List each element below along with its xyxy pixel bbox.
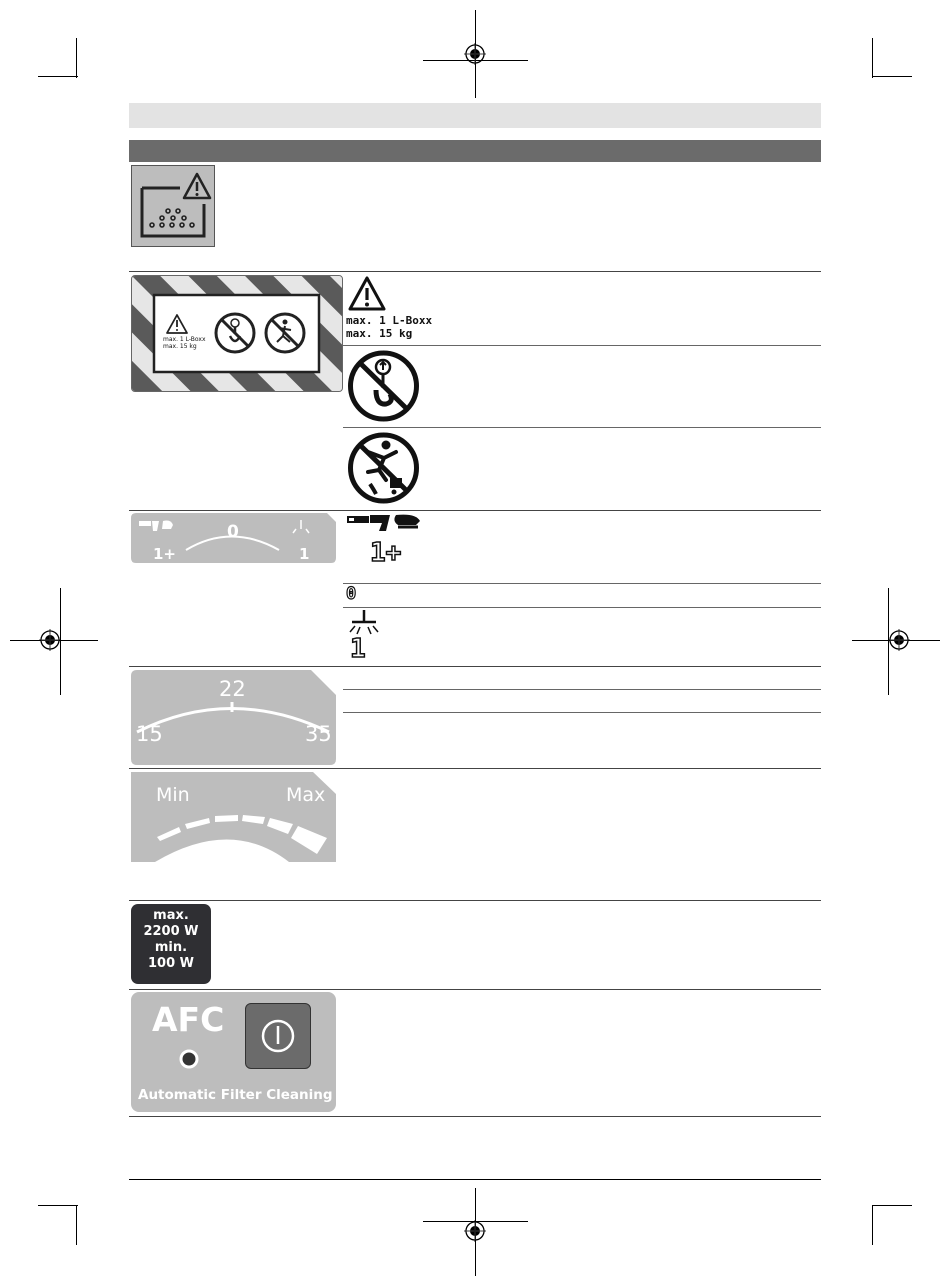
lboxx-small-line2: max. 15 kg xyxy=(163,343,197,350)
no-crane-lifting-icon xyxy=(346,350,421,422)
lboxx-large-line2: max. 15 kg xyxy=(346,327,413,340)
header-bar-light xyxy=(129,103,821,128)
mode-dial-center: 0 xyxy=(227,522,239,542)
header-bar-dark xyxy=(129,140,821,162)
power-badge-line3: min. xyxy=(154,940,188,955)
afc-title: AFC xyxy=(152,1000,225,1039)
mode-symbol-zero: 0 xyxy=(346,584,357,604)
registration-target-icon xyxy=(888,629,910,651)
suction-dial-min: Min xyxy=(156,784,190,806)
diameter-dial-center: 22 xyxy=(219,677,246,701)
afc-indicator-led-icon xyxy=(179,1049,199,1069)
power-tools-icon xyxy=(346,513,424,533)
power-badge-line1: max. xyxy=(153,908,189,923)
no-standing-icon xyxy=(346,432,421,504)
suction-dial-max: Max xyxy=(286,784,326,806)
lboxx-small-line1: max. 1 L-Boxx xyxy=(163,336,206,343)
diameter-dial-right: 35 xyxy=(305,722,332,746)
power-icon xyxy=(246,1004,310,1068)
diameter-dial-left: 15 xyxy=(136,722,163,746)
warning-triangle-icon xyxy=(347,275,387,313)
lboxx-warning-label xyxy=(131,275,343,392)
hose-diameter-dial xyxy=(131,670,336,765)
afc-caption: Automatic Filter Cleaning xyxy=(138,1087,333,1103)
afc-power-button[interactable] xyxy=(245,1003,311,1069)
registration-target-icon xyxy=(39,629,61,651)
registration-target-icon xyxy=(464,1220,486,1242)
power-badge-line4: 100 W xyxy=(147,956,194,971)
mode-dial-left: 1+ xyxy=(153,545,177,563)
registration-target-icon xyxy=(464,43,486,65)
power-badge-line2: 2200 W xyxy=(143,924,199,939)
power-rating-badge xyxy=(131,904,211,984)
afc-panel xyxy=(131,992,336,1112)
lboxx-large-line1: max. 1 L-Boxx xyxy=(346,314,433,327)
dust-warning-symbol xyxy=(131,165,215,247)
mode-symbol-one-plus: 1+ xyxy=(370,538,402,568)
mode-dial-right: 1 xyxy=(299,545,310,563)
mode-selector-dial xyxy=(131,513,336,563)
mode-symbol-one: 1 xyxy=(350,634,366,664)
suction-power-dial xyxy=(131,772,336,862)
